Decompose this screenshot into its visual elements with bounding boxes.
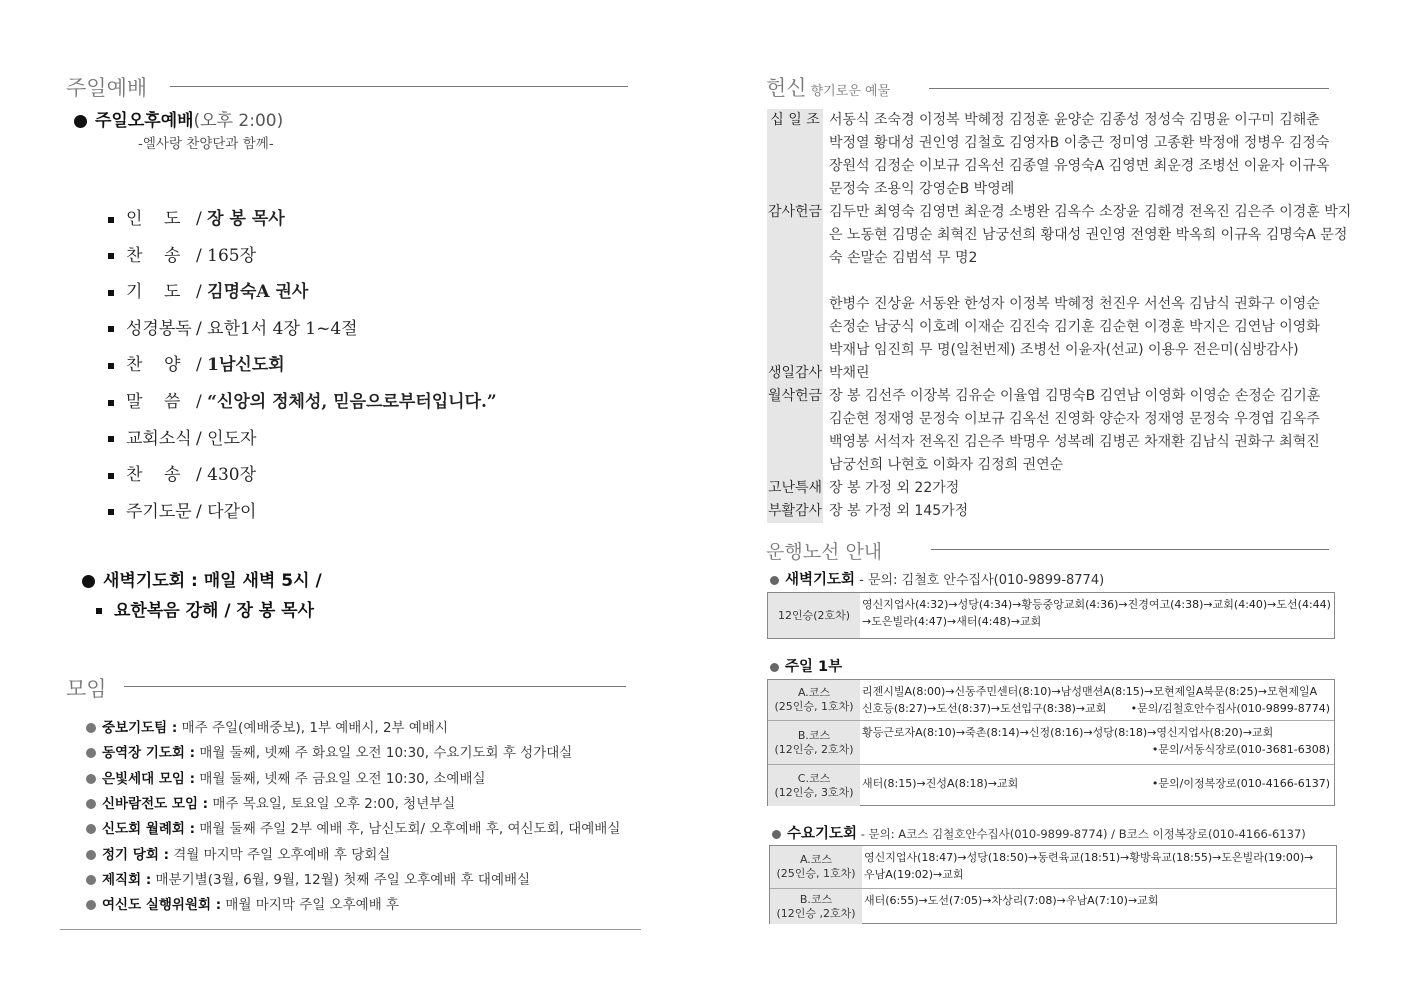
- bullet-icon: [86, 748, 96, 758]
- route-vehicle-line: B.코스: [799, 892, 833, 906]
- meeting-desc: 매월 둘째 주일 2부 예배 후, 남신도회/ 오후예배 후, 여신도회, 대예배실: [195, 821, 621, 838]
- offering-line: [829, 270, 1341, 293]
- dawn-route-table: [767, 592, 1335, 639]
- offering-line: 장 봉 가정 외 145가정: [829, 503, 969, 519]
- offering-line: 숙 손말순 김범석 무 명2: [829, 250, 978, 266]
- meeting-item: [86, 716, 448, 736]
- meeting-title-rule: [124, 686, 626, 687]
- route-vehicle-line: B.코스: [797, 729, 831, 742]
- order-separator: /: [196, 318, 208, 339]
- order-label: 찬 송: [126, 465, 181, 486]
- route-vehicle: [770, 889, 862, 924]
- meeting-name: 여신도 실행위원회 :: [102, 897, 222, 914]
- offering-line: 박채린: [829, 365, 870, 381]
- route-stops: [864, 892, 1332, 909]
- route-vehicle-line: (12인승, 3호차): [774, 785, 854, 799]
- order-separator: /: [196, 501, 208, 522]
- order-label: 주기도문: [126, 501, 192, 522]
- offering-line: 은 노동현 김명순 최혁진 남궁선희 황대성 권인영 전영환 박옥희 이규옥 김명숙A 문정: [829, 227, 1348, 243]
- offering-names: [829, 385, 1341, 477]
- meeting-item: [86, 792, 455, 812]
- route-stops: [862, 724, 1330, 758]
- meeting-name: 중보기도팀 :: [102, 720, 178, 736]
- order-value: 김명숙A 권사: [207, 282, 309, 303]
- worship-order-item: [108, 460, 256, 485]
- route-stops-line: 리젠시빌A(8:00)→신동주민센터(8:10)→남성맨션A(8:15)→모현제일A북문(8:25)→모현제일A: [862, 685, 1318, 698]
- offering-section-title: 헌신 향기로운 예물: [766, 76, 891, 100]
- dawn-route-heading: 새벽기도회 - 문의: 김철호 안수집사(010-9899-8774): [770, 568, 1104, 589]
- meeting-desc: 매월 마지막 주일 오후예배 후: [221, 897, 400, 914]
- order-separator: /: [196, 245, 208, 266]
- order-separator: /: [196, 209, 208, 229]
- route-vehicle: [768, 680, 860, 720]
- offering-line: 김두만 최영숙 김영면 최운경 소병완 김옥수 소장윤 김해경 전옥진 김은주 이경훈 박지: [829, 204, 1352, 220]
- offering-line: 장 봉 김선주 이장복 김유순 이율엽 김명숙B 김연남 이영화 이영순 손정순 김기훈: [829, 388, 1321, 404]
- bullet-icon: [86, 900, 96, 910]
- offering-line: 박재남 임진희 무 명(일천번제) 조병선 이윤자(선교) 이용우 전은미(심방감사): [829, 342, 1299, 358]
- meeting-desc: 격월 마지막 주일 오후예배 후 당회실: [168, 846, 391, 863]
- meeting-item: [86, 893, 399, 913]
- route-vehicle-line: (12인승, 2호차): [774, 743, 854, 756]
- order-separator: /: [196, 355, 208, 376]
- route-stops-line: 영신지업사(4:32)→성당(4:34)→황등중앙교회(4:36)→진경여고(4:38)→교회(4:40)→도선(4:44): [862, 598, 1331, 611]
- route-contact: •문의/이정복장로(010-4166-6137): [1151, 777, 1330, 790]
- route-vehicle: [768, 721, 860, 765]
- meeting-name: 신바람전도 모임 :: [102, 795, 209, 812]
- route-stops-line: [862, 700, 1330, 717]
- route-stops-line: →도은빌라(4:47)→새터(4:48)→교회: [862, 615, 1042, 628]
- route-vehicle-line: (25인승, 1호차): [776, 867, 856, 880]
- worship-order-item: [108, 497, 256, 522]
- worship-order-item: [108, 204, 285, 229]
- route-row: [770, 846, 1336, 888]
- order-separator: /: [196, 392, 208, 412]
- order-value: “신앙의 정체성, 믿음으로부터입니다.”: [207, 392, 497, 412]
- wednesday-route-table: [769, 845, 1337, 924]
- route-vehicle-line: 12인승(2호차): [777, 608, 851, 622]
- offering-subtitle: 향기로운 예물: [810, 84, 891, 99]
- route-vehicle-line: (25인승, 1호차): [774, 700, 854, 713]
- order-value: 165장: [207, 245, 257, 266]
- bullet-icon: [86, 875, 96, 885]
- bullet-icon: [770, 576, 779, 585]
- bullet-icon: [86, 723, 96, 733]
- meeting-desc: 매월 둘째, 넷째 주 화요일 오전 10:30, 수요기도회 후 성가대실: [195, 745, 573, 762]
- meeting-name: 은빛세대 모임 :: [102, 770, 196, 787]
- route-stops-line: 영신지업사(18:47)→성당(18:50)→동련육교(18:51)→황방육교(18:55)→도은빌라(19:00)→: [864, 851, 1314, 864]
- offering-names: [829, 500, 1341, 523]
- order-value: 1남신도회: [207, 355, 285, 376]
- offering-line: 문정숙 조용익 강영순B 박영례: [829, 181, 1015, 197]
- offering-names: [829, 201, 1352, 362]
- bullet-icon: [86, 824, 96, 834]
- order-label: 인 도: [126, 209, 181, 229]
- offering-label: 고난특새: [767, 477, 823, 500]
- route-row: [770, 888, 1336, 924]
- route-contact: •문의/김철호안수집사(010-9899-8774): [1130, 702, 1330, 715]
- dawn-prayer-block: [82, 566, 322, 621]
- route-row: [768, 720, 1334, 765]
- afternoon-service-note: -엘사랑 찬양단과 함께-: [138, 136, 274, 152]
- route-row: [768, 680, 1334, 720]
- order-label: 찬 양: [126, 355, 181, 376]
- route-vehicle: [768, 593, 860, 638]
- order-label: 말 씀: [126, 392, 181, 412]
- route-stops-line: 새터(6:55)→도선(7:05)→차상리(7:08)→우남A(7:10)→교회: [864, 894, 1159, 907]
- square-bullet-icon: [108, 326, 114, 332]
- bullet-icon: [82, 575, 95, 588]
- offering-names: [829, 477, 1341, 500]
- meeting-name: 제직회 :: [102, 871, 152, 888]
- route-stops-line: 황등근로자A(8:10)→죽촌(8:14)→신정(8:16)→성당(8:18)→영신지업사(8:20)→교회: [862, 726, 1274, 739]
- route-vehicle-line: A.코스: [799, 853, 833, 866]
- meeting-section-title: 모임: [66, 677, 107, 701]
- route-vehicle-line: A.코스: [797, 686, 831, 699]
- route-stops-line: [862, 775, 1330, 792]
- route-vehicle-line: (12인승 ,2호차): [776, 906, 856, 920]
- square-bullet-icon: [108, 436, 114, 442]
- route-stops-line: 우남A(19:02)→교회: [864, 868, 964, 881]
- order-separator: /: [196, 282, 208, 303]
- offering-label: 감사헌금: [767, 201, 823, 362]
- order-value: 요한1서 4장 1~4절: [207, 318, 358, 339]
- meeting-item: [86, 817, 620, 837]
- offering-line: 김순현 정재영 문정숙 이보규 김옥선 진영화 양순자 정재영 문정숙 우경엽 김옥주: [829, 411, 1320, 427]
- route-stops: [862, 596, 1330, 630]
- order-separator: /: [196, 428, 208, 449]
- afternoon-service-heading: [74, 106, 283, 131]
- route-vehicle: [768, 765, 860, 806]
- order-label: 기 도: [126, 282, 181, 303]
- offering-names: [829, 109, 1341, 201]
- offering-line: 백영봉 서석자 전옥진 김은주 박명우 성복례 김병곤 차재환 김남식 권화구 최혁진: [829, 434, 1320, 450]
- offering-line: 박정열 황대성 권인영 김철호 김영자B 이충근 정미영 고종환 박정애 정병우 김정숙: [829, 135, 1330, 151]
- meeting-desc: 매분기별(3월, 6월, 9월, 12월) 첫째 주일 오후예배 후 대예배실: [151, 871, 531, 888]
- order-label: 찬 송: [126, 245, 181, 266]
- worship-order-item: [108, 241, 256, 266]
- meeting-item: [86, 843, 390, 863]
- square-bullet-icon: [108, 400, 114, 406]
- meeting-item: [86, 868, 530, 888]
- offering-label: 생일감사: [767, 362, 823, 385]
- offering-line: 서동식 조숙경 이정복 박혜정 김정훈 윤양순 김종성 정성숙 김명윤 이구미 김해춘: [829, 112, 1320, 128]
- offering-line: 손정순 남궁식 이호례 이재순 김진숙 김기훈 김순현 이경훈 박지은 김연남 이영화: [829, 319, 1320, 335]
- route-contact: •문의/서동식장로(010-3681-6308): [1151, 743, 1330, 756]
- meeting-desc: 매월 둘째, 넷째 주 금요일 오전 10:30, 소예배실: [195, 770, 486, 787]
- route-stops-text: 신호등(8:27)→도선(8:37)→도선입구(8:38)→교회: [862, 702, 1107, 715]
- route-vehicle-line: C.코스: [797, 771, 831, 785]
- worship-order-item: [108, 387, 497, 412]
- left-bottom-rule: [60, 929, 641, 930]
- order-label: 성경봉독: [126, 318, 192, 339]
- bullet-icon: [770, 663, 779, 672]
- bullet-icon: [86, 799, 96, 809]
- route-vehicle: [770, 846, 862, 888]
- offering-names: [829, 362, 1341, 385]
- worship-section-title: 주일예배: [66, 76, 148, 100]
- meeting-name: 신도회 월례회 :: [102, 821, 196, 838]
- bullet-icon: [86, 850, 96, 860]
- wednesday-route-heading: 수요기도회 - 문의: A코스 김철호안수집사(010-9899-8774) / B코스 이정복장로(010-4166-6137): [772, 822, 1306, 843]
- worship-order-item: [108, 424, 256, 449]
- order-separator: /: [196, 465, 208, 486]
- worship-order-item: [108, 314, 358, 339]
- meeting-desc: 매주 주일(예배중보), 1부 예배시, 2부 예배시: [177, 720, 449, 736]
- route-stops: [862, 683, 1330, 717]
- offering-line: 남궁선희 나현호 이화자 김정희 권연순: [829, 457, 1064, 473]
- square-bullet-icon: [108, 253, 114, 259]
- meeting-item: [86, 767, 486, 787]
- meeting-name: 정기 당회 :: [102, 846, 169, 863]
- worship-order-item: [108, 277, 308, 302]
- bullet-icon: [86, 774, 96, 784]
- sunday-route-heading: 주일 1부: [770, 655, 842, 676]
- dawn-prayer-line-1: 새벽기도회 : 매일 새벽 5시 /: [82, 566, 322, 591]
- order-value: 인도자: [207, 428, 257, 449]
- offering-line: 한병수 진상윤 서동완 한성자 이정복 박혜정 천진우 서선옥 김남식 권화구 이영순: [829, 296, 1320, 312]
- worship-title-rule: [170, 86, 628, 87]
- offering-title-rule: [929, 88, 1329, 89]
- offering-line: 장원석 김정순 이보규 김옥선 김종열 유영숙A 김영면 최운경 조병선 이윤자 이규옥: [829, 158, 1330, 174]
- square-bullet-icon: [108, 473, 114, 479]
- order-value: 430장: [207, 465, 257, 486]
- dawn-prayer-line-2: 요한복음 강해 / 장 봉 목사: [96, 596, 322, 621]
- route-stops-text: 새터(8:15)→진성A(8:18)→교회: [862, 777, 1019, 790]
- route-section-title: 운행노선 안내: [766, 541, 883, 563]
- square-bullet-icon: [108, 290, 114, 296]
- meeting-item: [86, 741, 572, 761]
- route-stops: [862, 775, 1330, 792]
- afternoon-service-time: (오후 2:00): [193, 111, 284, 131]
- offering-line: 장 봉 가정 외 22가정: [829, 480, 960, 496]
- square-bullet-icon: [108, 363, 114, 369]
- route-stops: [864, 849, 1332, 883]
- order-label: 교회소식: [126, 428, 192, 449]
- afternoon-service-title: 주일오후예배: [95, 111, 194, 131]
- bullet-icon: [74, 115, 87, 128]
- order-value: 다같이: [207, 501, 257, 522]
- offering-label: 월삭헌금: [767, 385, 823, 477]
- route-row: [768, 764, 1334, 806]
- route-title-rule: [931, 549, 1329, 550]
- square-bullet-icon: [96, 608, 102, 614]
- route-row: [768, 593, 1334, 638]
- worship-order-item: [108, 350, 285, 375]
- meeting-desc: 매주 목요일, 토요일 오후 2:00, 청년부실: [208, 795, 456, 812]
- sunday-route-table: [767, 679, 1335, 806]
- bullet-icon: [772, 830, 781, 839]
- order-value: 장 봉 목사: [207, 209, 285, 229]
- square-bullet-icon: [108, 217, 114, 223]
- offering-label: 십 일 조: [767, 109, 823, 201]
- square-bullet-icon: [108, 509, 114, 515]
- meeting-name: 동역장 기도회 :: [102, 745, 196, 762]
- offering-label: 부활감사: [767, 500, 823, 523]
